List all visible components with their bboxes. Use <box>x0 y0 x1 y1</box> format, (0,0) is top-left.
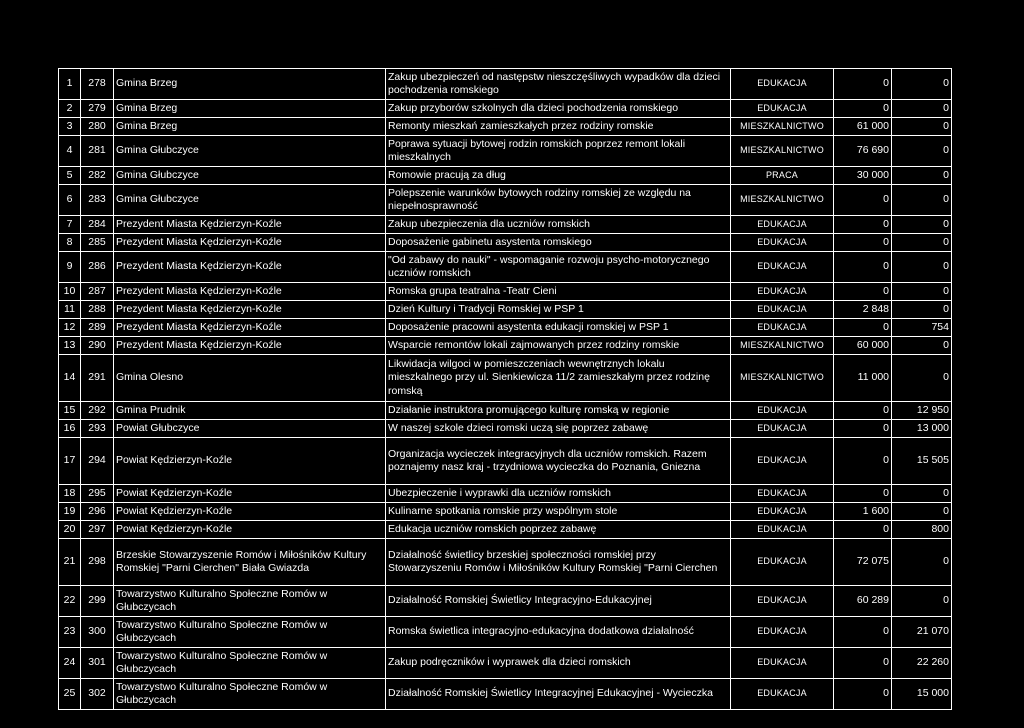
row-id: 286 <box>81 252 114 283</box>
row-number: 6 <box>59 185 81 216</box>
amount-secondary: 15 000 <box>892 679 952 710</box>
task-title: Zakup przyborów szkolnych dla dzieci pochodzenia romskiego <box>386 100 731 118</box>
entity-name: Gmina Brzeg <box>114 100 386 118</box>
amount-secondary: 12 950 <box>892 402 952 420</box>
table-row <box>59 337 952 355</box>
task-title: Polepszenie warunków bytowych rodziny romskiej ze względu na niepełnosprawność <box>386 185 731 216</box>
table-row <box>59 355 952 402</box>
row-id: 297 <box>81 521 114 539</box>
row-number: 3 <box>59 118 81 136</box>
amount-primary: 0 <box>834 216 892 234</box>
amount-secondary: 0 <box>892 118 952 136</box>
amount-secondary: 0 <box>892 503 952 521</box>
row-number: 22 <box>59 586 81 617</box>
task-title: W naszej szkole dzieci romski uczą się poprzez zabawę <box>386 420 731 438</box>
row-number: 10 <box>59 283 81 301</box>
row-id: 293 <box>81 420 114 438</box>
row-id: 283 <box>81 185 114 216</box>
row-id: 300 <box>81 617 114 648</box>
amount-primary: 0 <box>834 617 892 648</box>
entity-name: Powiat Kędzierzyn-Koźle <box>114 485 386 503</box>
table-row <box>59 503 952 521</box>
entity-name: Powiat Kędzierzyn-Koźle <box>114 438 386 485</box>
row-id: 290 <box>81 337 114 355</box>
entity-name: Towarzystwo Kulturalno Społeczne Romów w Głubczycach <box>114 679 386 710</box>
amount-primary: 72 075 <box>834 539 892 586</box>
amount-primary: 0 <box>834 521 892 539</box>
table-row <box>59 234 952 252</box>
entity-name: Prezydent Miasta Kędzierzyn-Koźle <box>114 252 386 283</box>
amount-primary: 0 <box>834 69 892 100</box>
amount-secondary: 0 <box>892 337 952 355</box>
amount-secondary: 0 <box>892 301 952 319</box>
amount-secondary: 0 <box>892 69 952 100</box>
amount-secondary: 0 <box>892 136 952 167</box>
table-row <box>59 420 952 438</box>
amount-primary: 11 000 <box>834 355 892 402</box>
task-title: Działalność Romskiej Świetlicy Integracyjno-Edukacyjnej <box>386 586 731 617</box>
amount-secondary: 0 <box>892 539 952 586</box>
category-label: EDUKACJA <box>731 617 834 648</box>
entity-name: Gmina Brzeg <box>114 118 386 136</box>
amount-primary: 0 <box>834 185 892 216</box>
row-id: 278 <box>81 69 114 100</box>
table-row <box>59 438 952 485</box>
row-id: 279 <box>81 100 114 118</box>
entity-name: Gmina Głubczyce <box>114 167 386 185</box>
table-row <box>59 485 952 503</box>
amount-secondary: 0 <box>892 216 952 234</box>
grant-table <box>58 68 952 710</box>
row-number: 8 <box>59 234 81 252</box>
category-label: PRACA <box>731 167 834 185</box>
task-title: Wsparcie remontów lokali zajmowanych przez rodziny romskie <box>386 337 731 355</box>
amount-primary: 0 <box>834 252 892 283</box>
row-id: 302 <box>81 679 114 710</box>
entity-name: Gmina Głubczyce <box>114 185 386 216</box>
table-row <box>59 216 952 234</box>
entity-name: Gmina Prudnik <box>114 402 386 420</box>
entity-name: Prezydent Miasta Kędzierzyn-Koźle <box>114 216 386 234</box>
amount-primary: 0 <box>834 402 892 420</box>
task-title: Romska świetlica integracyjno-edukacyjna dodatkowa działalność <box>386 617 731 648</box>
amount-primary: 61 000 <box>834 118 892 136</box>
amount-primary: 0 <box>834 438 892 485</box>
entity-name: Prezydent Miasta Kędzierzyn-Koźle <box>114 337 386 355</box>
table-row <box>59 586 952 617</box>
row-id: 284 <box>81 216 114 234</box>
task-title: Doposażenie pracowni asystenta edukacji romskiej w PSP 1 <box>386 319 731 337</box>
amount-secondary: 0 <box>892 485 952 503</box>
amount-secondary: 0 <box>892 100 952 118</box>
row-id: 291 <box>81 355 114 402</box>
category-label: EDUKACJA <box>731 301 834 319</box>
task-title: Remonty mieszkań zamieszkałych przez rodziny romskie <box>386 118 731 136</box>
table-row <box>59 648 952 679</box>
category-label: EDUKACJA <box>731 586 834 617</box>
category-label: EDUKACJA <box>731 503 834 521</box>
amount-secondary: 800 <box>892 521 952 539</box>
amount-secondary: 754 <box>892 319 952 337</box>
amount-primary: 0 <box>834 485 892 503</box>
row-id: 292 <box>81 402 114 420</box>
entity-name: Brzeskie Stowarzyszenie Romów i Miłośników Kultury Romskiej "Parni Cierchen" Biała Gwiazda <box>114 539 386 586</box>
row-number: 20 <box>59 521 81 539</box>
row-number: 19 <box>59 503 81 521</box>
task-title: Dzień Kultury i Tradycji Romskiej w PSP 1 <box>386 301 731 319</box>
row-number: 15 <box>59 402 81 420</box>
task-title: Działalność Romskiej Świetlicy Integracyjnej Edukacyjnej - Wycieczka <box>386 679 731 710</box>
row-id: 287 <box>81 283 114 301</box>
category-label: EDUKACJA <box>731 539 834 586</box>
row-id: 288 <box>81 301 114 319</box>
amount-primary: 60 289 <box>834 586 892 617</box>
table-row <box>59 617 952 648</box>
amount-secondary: 0 <box>892 586 952 617</box>
category-label: MIESZKALNICTWO <box>731 337 834 355</box>
amount-primary: 0 <box>834 234 892 252</box>
row-number: 24 <box>59 648 81 679</box>
amount-primary: 0 <box>834 648 892 679</box>
task-title: Działalność świetlicy brzeskiej społeczności romskiej przy Stowarzyszeniu Romów i Miłośników Kultury Romskiej "Parni Cierchen <box>386 539 731 586</box>
task-title: Poprawa sytuacji bytowej rodzin romskich poprzez remont lokali mieszkalnych <box>386 136 731 167</box>
table-row <box>59 402 952 420</box>
category-label: MIESZKALNICTWO <box>731 185 834 216</box>
amount-secondary: 0 <box>892 167 952 185</box>
category-label: EDUKACJA <box>731 216 834 234</box>
amount-primary: 0 <box>834 283 892 301</box>
category-label: EDUKACJA <box>731 402 834 420</box>
row-number: 17 <box>59 438 81 485</box>
row-id: 289 <box>81 319 114 337</box>
table-row <box>59 539 952 586</box>
row-id: 294 <box>81 438 114 485</box>
task-title: Zakup ubezpieczeń od następstw nieszczęśliwych wypadków dla dzieci pochodzenia romskiego <box>386 69 731 100</box>
entity-name: Powiat Kędzierzyn-Koźle <box>114 503 386 521</box>
table-row <box>59 283 952 301</box>
task-title: Zakup podręczników i wyprawek dla dzieci romskich <box>386 648 731 679</box>
category-label: MIESZKALNICTWO <box>731 118 834 136</box>
amount-primary: 0 <box>834 319 892 337</box>
row-id: 299 <box>81 586 114 617</box>
amount-secondary: 0 <box>892 234 952 252</box>
amount-secondary: 0 <box>892 283 952 301</box>
entity-name: Prezydent Miasta Kędzierzyn-Koźle <box>114 283 386 301</box>
row-id: 280 <box>81 118 114 136</box>
row-number: 11 <box>59 301 81 319</box>
amount-secondary: 21 070 <box>892 617 952 648</box>
table-row <box>59 167 952 185</box>
task-title: Likwidacja wilgoci w pomieszczeniach wewnętrznych lokalu mieszkalnego przy ul. Sienkiewicza 11/2 zamieszkałym przez rodzinę romską <box>386 355 731 402</box>
entity-name: Prezydent Miasta Kędzierzyn-Koźle <box>114 234 386 252</box>
category-label: EDUKACJA <box>731 234 834 252</box>
row-number: 14 <box>59 355 81 402</box>
row-number: 9 <box>59 252 81 283</box>
amount-primary: 0 <box>834 420 892 438</box>
entity-name: Towarzystwo Kulturalno Społeczne Romów w Głubczycach <box>114 586 386 617</box>
task-title: Romowie pracują za dług <box>386 167 731 185</box>
table-row <box>59 136 952 167</box>
table-row <box>59 319 952 337</box>
amount-secondary: 15 505 <box>892 438 952 485</box>
task-title: Romska grupa teatralna -Teatr Cieni <box>386 283 731 301</box>
row-id: 282 <box>81 167 114 185</box>
amount-primary: 0 <box>834 679 892 710</box>
amount-primary: 2 848 <box>834 301 892 319</box>
amount-secondary: 0 <box>892 252 952 283</box>
row-number: 18 <box>59 485 81 503</box>
amount-secondary: 0 <box>892 355 952 402</box>
table-row <box>59 185 952 216</box>
table-row <box>59 679 952 710</box>
table-row <box>59 521 952 539</box>
category-label: EDUKACJA <box>731 485 834 503</box>
task-title: Kulinarne spotkania romskie przy wspólnym stole <box>386 503 731 521</box>
amount-secondary: 13 000 <box>892 420 952 438</box>
row-number: 23 <box>59 617 81 648</box>
row-number: 7 <box>59 216 81 234</box>
row-number: 21 <box>59 539 81 586</box>
row-number: 5 <box>59 167 81 185</box>
category-label: EDUKACJA <box>731 679 834 710</box>
row-id: 296 <box>81 503 114 521</box>
table-row <box>59 69 952 100</box>
row-id: 295 <box>81 485 114 503</box>
task-title: Działanie instruktora promującego kulturę romską w regionie <box>386 402 731 420</box>
category-label: MIESZKALNICTWO <box>731 355 834 402</box>
row-id: 281 <box>81 136 114 167</box>
entity-name: Gmina Brzeg <box>114 69 386 100</box>
entity-name: Gmina Głubczyce <box>114 136 386 167</box>
row-number: 13 <box>59 337 81 355</box>
category-label: EDUKACJA <box>731 319 834 337</box>
row-number: 16 <box>59 420 81 438</box>
row-id: 298 <box>81 539 114 586</box>
amount-secondary: 0 <box>892 185 952 216</box>
amount-primary: 0 <box>834 100 892 118</box>
task-title: Doposażenie gabinetu asystenta romskiego <box>386 234 731 252</box>
row-id: 301 <box>81 648 114 679</box>
amount-primary: 60 000 <box>834 337 892 355</box>
category-label: EDUKACJA <box>731 69 834 100</box>
table-row <box>59 100 952 118</box>
table-row <box>59 252 952 283</box>
amount-secondary: 22 260 <box>892 648 952 679</box>
row-number: 12 <box>59 319 81 337</box>
row-number: 1 <box>59 69 81 100</box>
category-label: MIESZKALNICTWO <box>731 136 834 167</box>
category-label: EDUKACJA <box>731 100 834 118</box>
entity-name: Towarzystwo Kulturalno Społeczne Romów w Głubczycach <box>114 648 386 679</box>
category-label: EDUKACJA <box>731 438 834 485</box>
amount-primary: 30 000 <box>834 167 892 185</box>
table-row <box>59 118 952 136</box>
task-title: Organizacja wycieczek integracyjnych dla uczniów romskich. Razem poznajemy nasz kraj - trzydniowa wycieczka do Poznania, Gniezna <box>386 438 731 485</box>
entity-name: Prezydent Miasta Kędzierzyn-Koźle <box>114 319 386 337</box>
entity-name: Powiat Głubczyce <box>114 420 386 438</box>
entity-name: Powiat Kędzierzyn-Koźle <box>114 521 386 539</box>
category-label: EDUKACJA <box>731 420 834 438</box>
category-label: EDUKACJA <box>731 521 834 539</box>
entity-name: Towarzystwo Kulturalno Społeczne Romów w Głubczycach <box>114 617 386 648</box>
row-id: 285 <box>81 234 114 252</box>
task-title: Edukacja uczniów romskich poprzez zabawę <box>386 521 731 539</box>
row-number: 25 <box>59 679 81 710</box>
row-number: 2 <box>59 100 81 118</box>
entity-name: Gmina Olesno <box>114 355 386 402</box>
category-label: EDUKACJA <box>731 283 834 301</box>
table-row <box>59 301 952 319</box>
entity-name: Prezydent Miasta Kędzierzyn-Koźle <box>114 301 386 319</box>
amount-primary: 1 600 <box>834 503 892 521</box>
category-label: EDUKACJA <box>731 648 834 679</box>
amount-primary: 76 690 <box>834 136 892 167</box>
row-number: 4 <box>59 136 81 167</box>
category-label: EDUKACJA <box>731 252 834 283</box>
task-title: Zakup ubezpieczenia dla uczniów romskich <box>386 216 731 234</box>
task-title: Ubezpieczenie i wyprawki dla uczniów romskich <box>386 485 731 503</box>
task-title: "Od zabawy do nauki" - wspomaganie rozwoju psycho-motorycznego uczniów romskich <box>386 252 731 283</box>
